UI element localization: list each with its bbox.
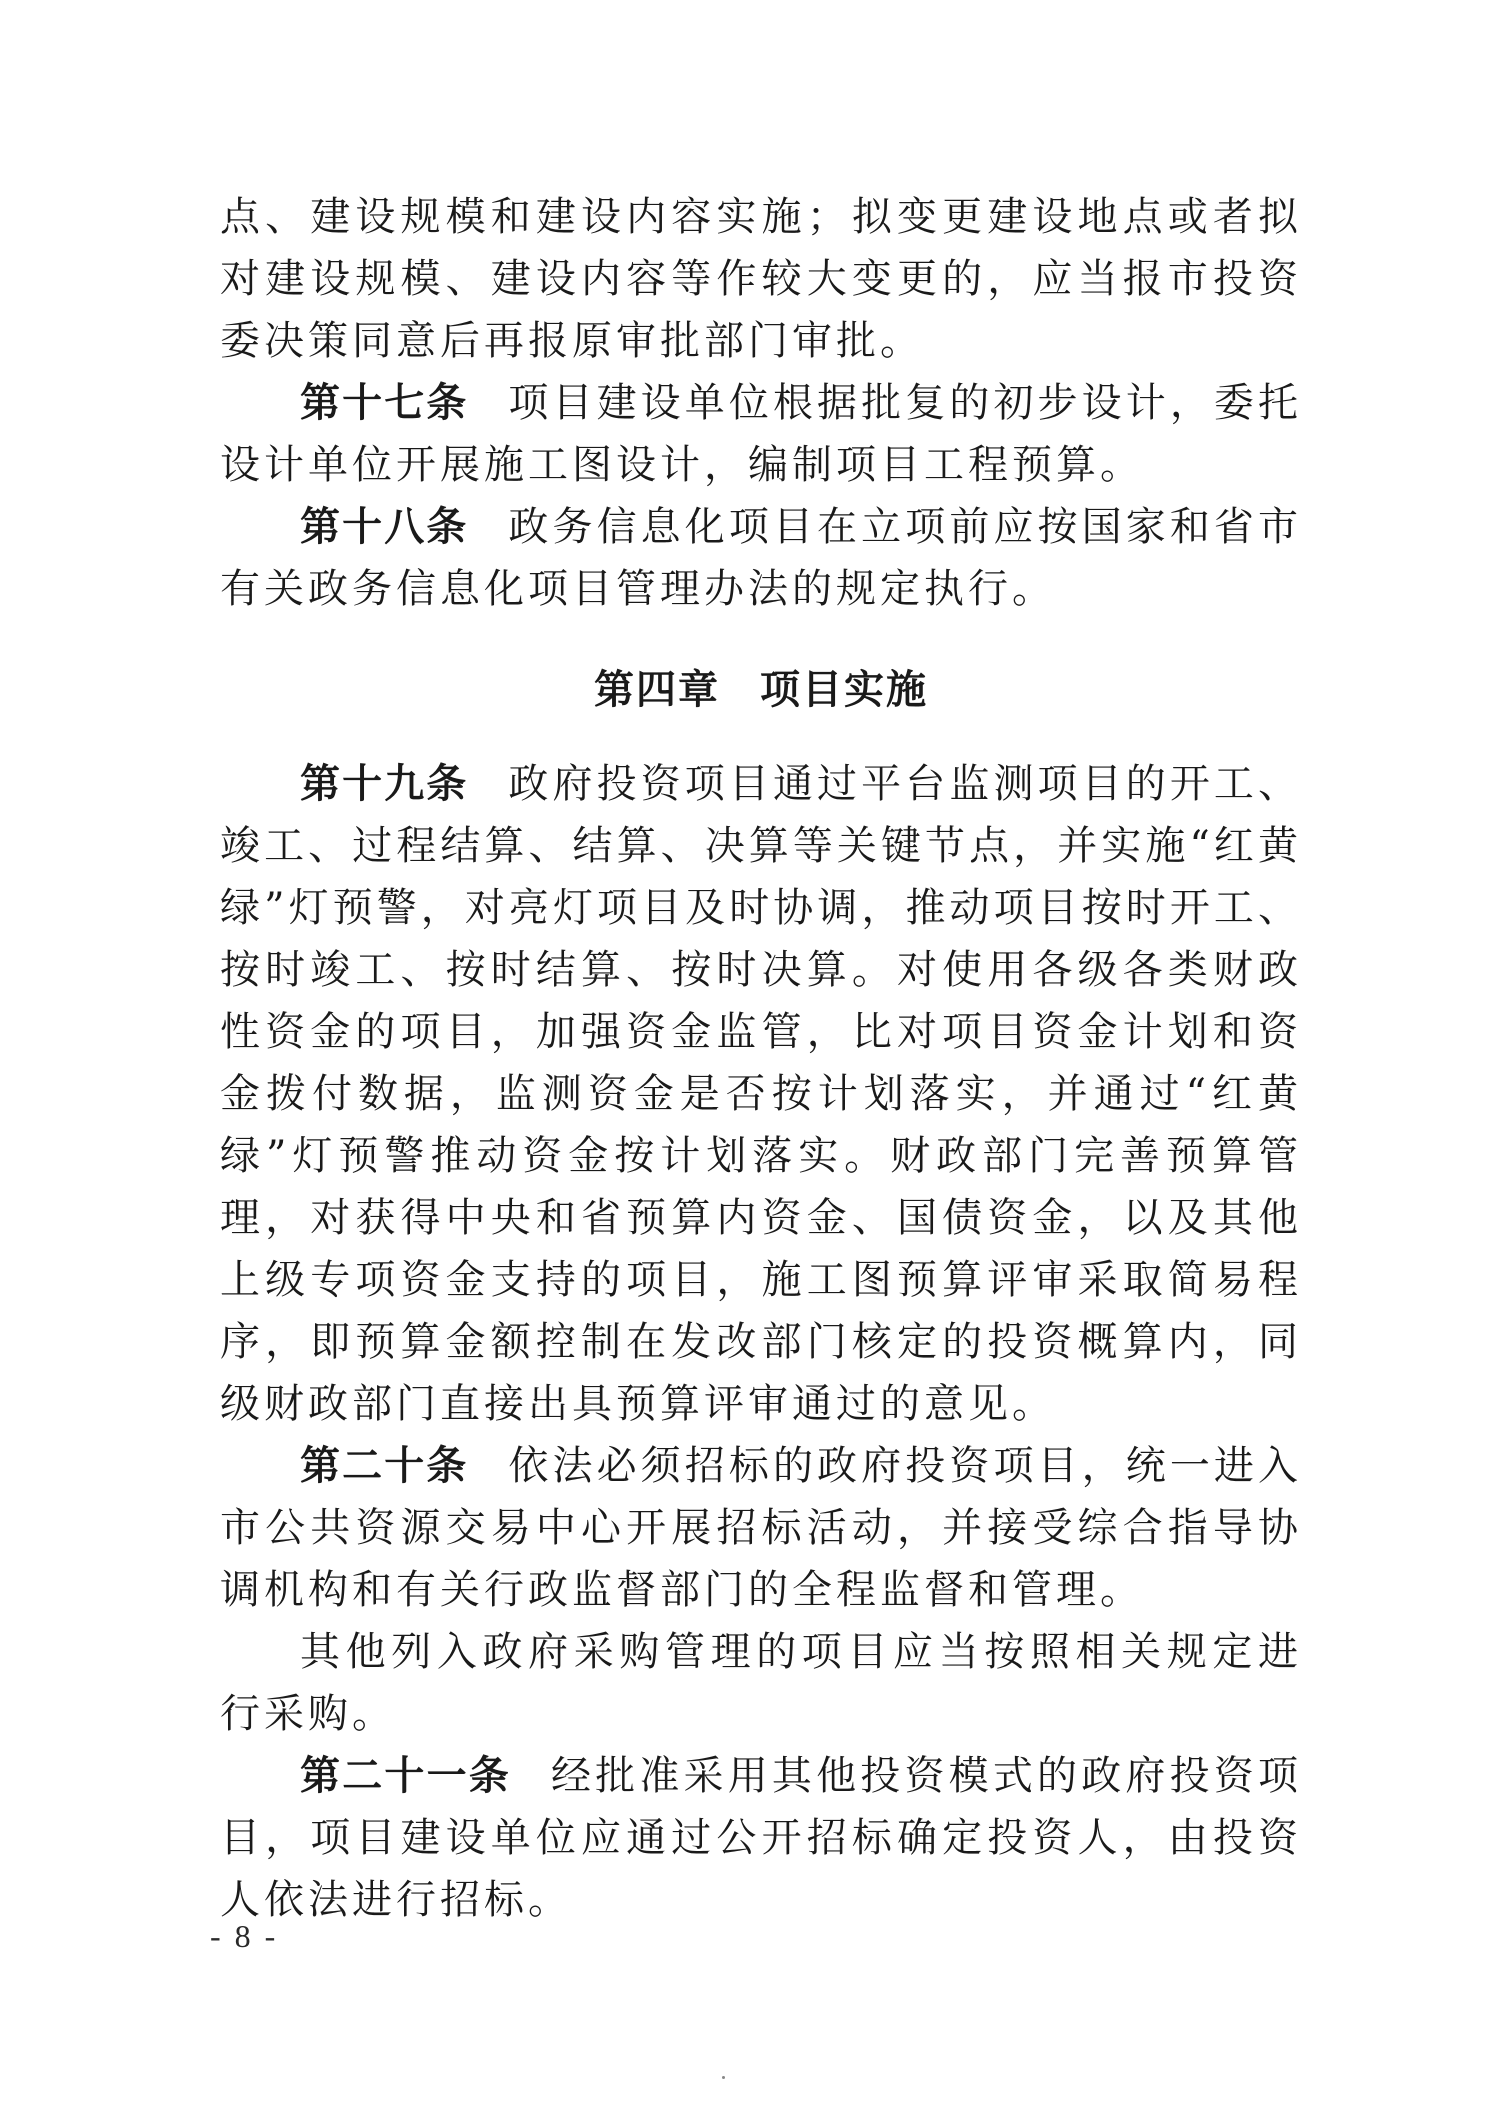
chapter-number: 第四章 (594, 667, 720, 713)
article-19 (220, 753, 1302, 1435)
article-21-label: 第二十一条 (300, 1753, 511, 1799)
chapter-heading (220, 662, 1302, 718)
article-20-text: 依法必须招标的政府投资项目，统一进入市公共资源交易中心开展招标活动，并接受综合指导协调机构和有关行政监督部门的全程监督和管理。 (220, 1443, 1303, 1613)
article-20-label: 第二十条 (300, 1443, 469, 1489)
article-18-label: 第十八条 (300, 504, 469, 550)
article-19-text: 政府投资项目通过平台监测项目的开工、竣工、过程结算、结算、决算等关键节点，并实施“红黄绿”灯预警，对亮灯项目及时协调，推动项目按时开工、按时竣工、按时结算、按时决算。对使用各级各类财政性资金的项目，加强资金监管，比对项目资金计划和资金拨付数据，监测资金是否按计划落实，并通过“红黄绿”灯预警推动资金按计划落实。财政部门完善预算管理，对获得中央和省预算内资金、国债资金，以及其他上级专项资金支持的项目，施工图预算评审采取简易程序，即预算金额控制在发改部门核定的投资概算内，同级财政部门直接出具预算评审通过的意见。 (220, 761, 1303, 1427)
article-17 (220, 372, 1302, 496)
article-17-label: 第十七条 (300, 380, 469, 426)
page-number: - 8 - (210, 1918, 279, 1954)
article-18 (220, 496, 1302, 620)
article-20-extra: 其他列入政府采购管理的项目应当按照相关规定进行采购。 (220, 1629, 1302, 1737)
article-21 (220, 1745, 1302, 1931)
chapter-title: 项目实施 (760, 667, 928, 713)
paragraph-continuation: 点、建设规模和建设内容实施；拟变更建设地点或者拟对建设规模、建设内容等作较大变更的，应当报市投资委决策同意后再报原审批部门审批。 (220, 194, 1302, 364)
body-text-lower (220, 753, 1302, 1931)
article-20 (220, 1435, 1302, 1621)
article-21-text: 经批准采用其他投资模式的政府投资项目，项目建设单位应通过公开招标确定投资人，由投资人依法进行招标。 (220, 1753, 1303, 1923)
article-18-text: 政务信息化项目在立项前应按国家和省市有关政务信息化项目管理办法的规定执行。 (220, 504, 1303, 612)
scan-artifact-dot (722, 2076, 725, 2079)
body-text-upper (220, 186, 1302, 620)
article-17-text: 项目建设单位根据批复的初步设计，委托设计单位开展施工图设计，编制项目工程预算。 (220, 380, 1303, 488)
article-19-label: 第十九条 (300, 761, 469, 807)
